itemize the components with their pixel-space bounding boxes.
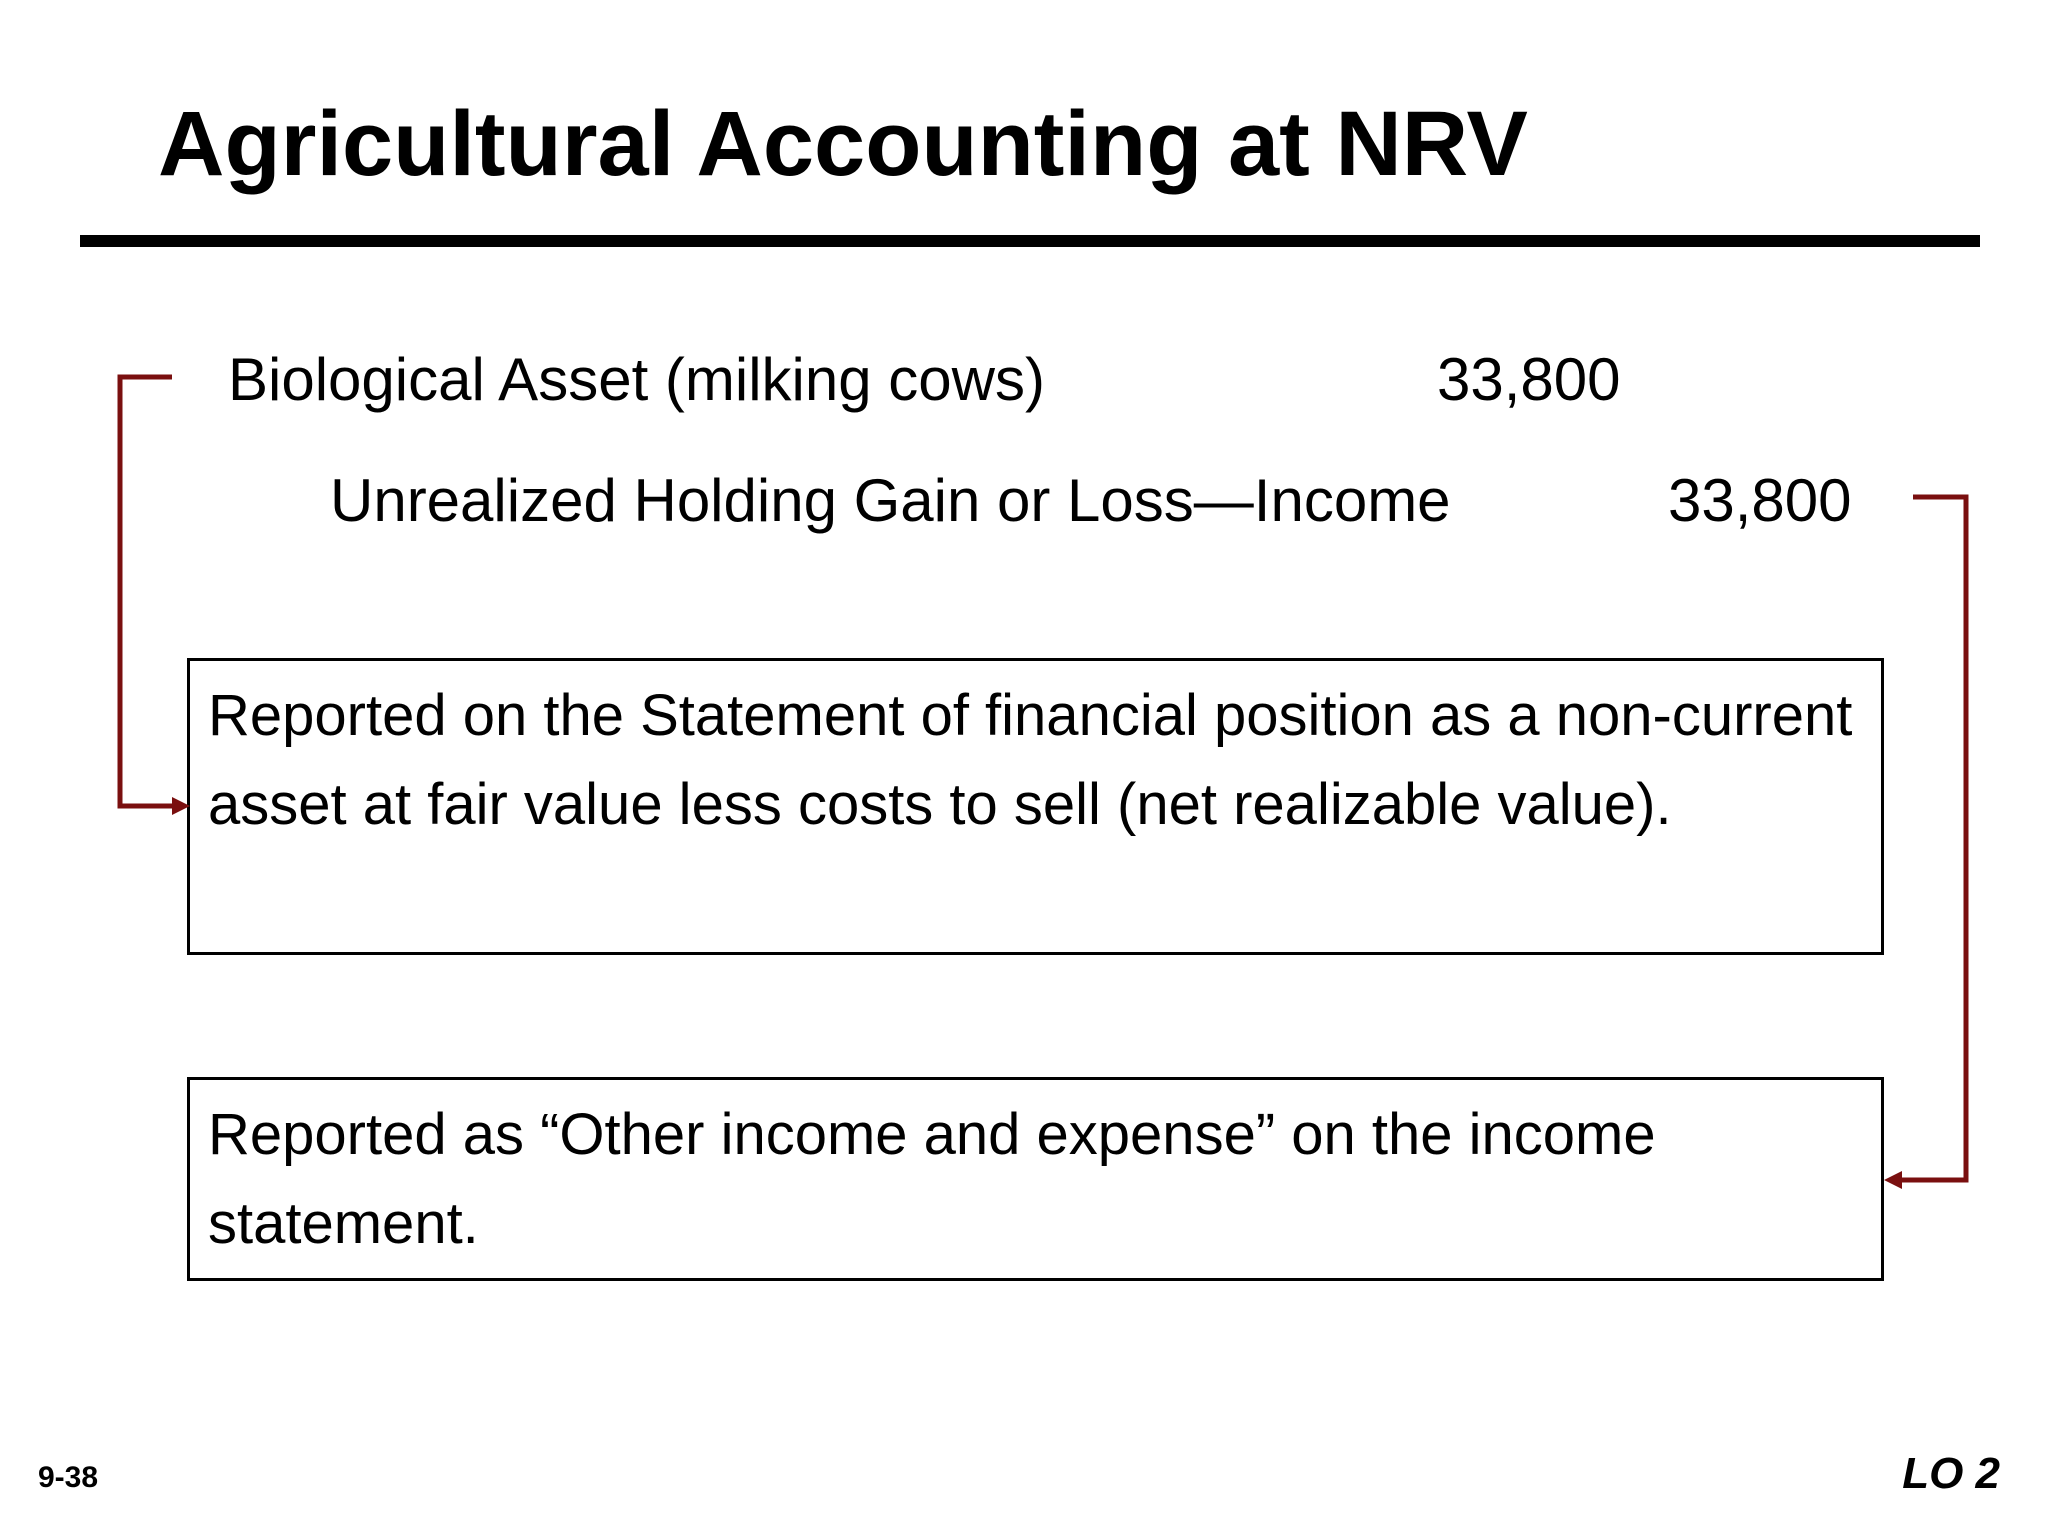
credit-connector-arrow (1884, 497, 1966, 1189)
credit-account-label: Unrealized Holding Gain or Loss—Income (330, 467, 1451, 534)
balance-sheet-callout-text: Reported on the Statement of financial position as a non-current asset at fair value less costs to sell (net realizable value). (208, 683, 1853, 837)
balance-sheet-callout (187, 658, 1884, 955)
debit-account-label: Biological Asset (milking cows) (228, 346, 1045, 413)
income-statement-callout-text: Reported as “Other income and expense” on the income statement. (208, 1102, 1656, 1256)
income-statement-callout (187, 1077, 1884, 1281)
credit-amount: 33,800 (1668, 467, 1852, 534)
learning-objective-label: LO 2 (1902, 1449, 2000, 1498)
page-number: 9-38 (38, 1461, 99, 1494)
debit-connector-arrow (120, 377, 190, 815)
slide-title: Agricultural Accounting at NRV (158, 93, 1528, 195)
debit-amount: 33,800 (1437, 346, 1621, 413)
title-divider (80, 235, 1980, 247)
